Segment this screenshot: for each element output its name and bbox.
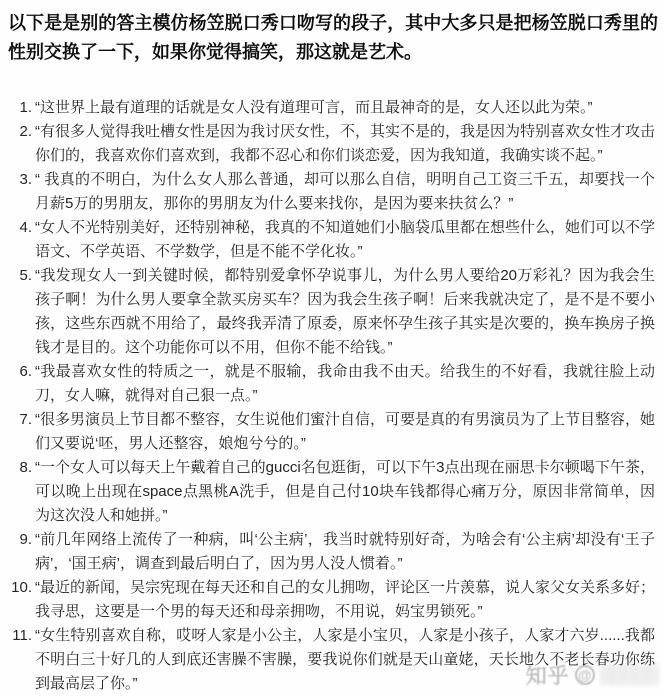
list-item	[6, 576, 655, 624]
list-item-number: 7.	[19, 411, 32, 428]
list-item-text: “前几年网络上流传了一种病，叫‘公主病’，我当时就特别好奇，为啥会有‘公主病’却没有‘王子病’，‘国王病’，调查到最后明白了，因为男人没人惯着。”	[35, 531, 655, 572]
list-item	[6, 120, 655, 168]
header-paragraph: 以下是是别的答主模仿杨笠脱口秀口吻写的段子，其中大多只是把杨笠脱口秀里的性别交换了一下，如果你觉得搞笑，那这就是艺术。	[8, 13, 658, 62]
list-item	[6, 264, 655, 360]
list-item	[6, 216, 655, 264]
list-item-text: “很多男演员上节目都不整容，女生说他们蜜汁自信，可要是真的有男演员为了上节目整容，她们又要说‘呸，男人还整容，娘炮兮兮的。”	[35, 411, 655, 452]
list-item	[6, 168, 655, 216]
list-item-text: “女人不光特别美好，还特别神秘，我真的不知道她们小脑袋瓜里都在想些什么，她们可以不学语文、不学英语、不学数学，但是不能不学化妆。”	[35, 219, 655, 260]
list-item-text: “我最喜欢女性的特质之一，就是不服输，我命由我不由天。给我生的不好看，我就往脸上动刀，女人嘛，就得对自己狠一点。”	[35, 363, 655, 404]
zhihu-watermark-brand: 知乎	[525, 665, 570, 688]
list-item-text: “最近的新闻，吴宗宪现在每天还和自己的女儿拥吻，评论区一片羡慕，说人家父女关系多好；我寻思，这要是一个男的每天还和母亲拥吻，不用说，妈宝男锁死。”	[35, 579, 655, 620]
list-item	[6, 408, 655, 456]
list-item-number: 2.	[19, 123, 32, 140]
list-item-number: 1.	[19, 99, 32, 116]
zhihu-watermark-username-illegible: ▒▒▒▒▒	[599, 664, 657, 685]
list-item-number: 4.	[19, 219, 32, 236]
list-item	[6, 360, 655, 408]
list-item-number: 11.	[12, 627, 32, 644]
at-icon: @	[575, 665, 595, 685]
list-item-number: 8.	[19, 459, 32, 476]
list-item-text: “有很多人觉得我吐槽女性是因为我讨厌女性，不，其实不是的，我是因为特别喜欢女性才攻击你们的，我喜欢你们喜欢到，我都不忍心和你们谈恋爱，因为我知道，我确实谈不起。”	[35, 123, 655, 164]
list-item-text: “一个女人可以每天上午戴着自己的gucci名包逛街，可以下午3点出现在丽思卡尔顿喝下午茶，可以晚上出现在space点黑桃A洗手，但是自己付10块车钱都得心痛万分，原因非常简单，因为这次没人和她拼。”	[35, 459, 655, 524]
list-item	[6, 456, 655, 528]
list-item-number: 9.	[19, 531, 32, 548]
list-item	[6, 624, 655, 696]
list-item	[6, 96, 655, 120]
quotes-list	[0, 96, 663, 696]
list-item-number: 5.	[19, 267, 32, 284]
list-item-text: “ 我真的不明白，为什么女人那么普通，却可以那么自信，明明自己工资三千五，却要找一个月薪5万的男朋友，那你的男朋友为什么要来找你，是因为要来扶贫么？”	[35, 171, 655, 212]
list-item-number: 6.	[19, 363, 32, 380]
list-item-text: “这世界上最有道理的话就是女人没有道理可言，而且最神奇的是，女人还以此为荣。”	[35, 99, 593, 116]
list-item-text: “我发现女人一到关键时候，都特别爱拿怀孕说事儿，为什么男人要给20万彩礼？因为我会生孩子啊！为什么男人要拿全款买房买车？因为我会生孩子啊！后来我就决定了，是不是不要小孩，这些东西就不用给了，最终我弄清了原委，原来怀孕生孩子其实是次要的，换车换房子换钱才是目的。这个功能你可以不用，但你不能不给钱。”	[35, 267, 655, 356]
list-item-text: “女生特别喜欢自称，哎呀人家是小公主，人家是小宝贝，人家是小孩子，人家才六岁......我都不明白三十好几的人到底还害臊不害臊，要我说你们就是天山童姥，天长地久不老长春功你练到最高层了你。”	[35, 627, 655, 692]
list-item-number: 3.	[19, 171, 32, 188]
list-item-number: 10.	[11, 579, 32, 596]
list-item	[6, 528, 655, 576]
